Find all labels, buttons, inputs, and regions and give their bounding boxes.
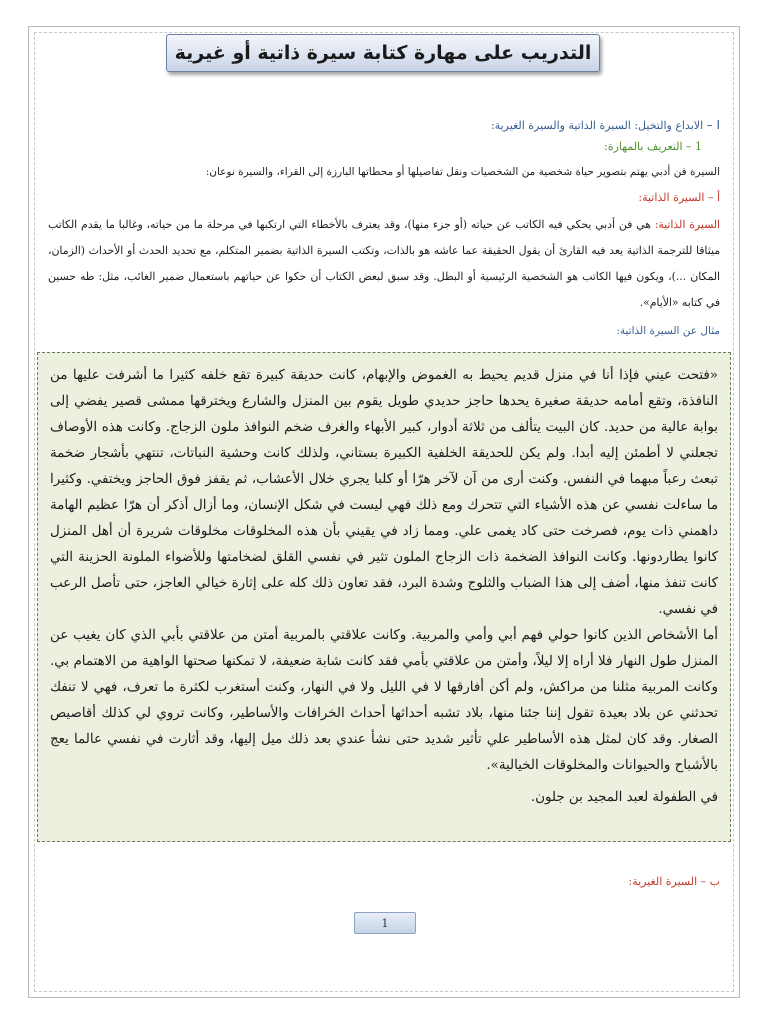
example-paragraph-2: أما الأشخاص الذين كانوا حولي فهم أبي وأمي والمربية. وكانت علاقتي بالمربية أمتن من علاقتي بأبي الذي كان يغيب عن المنزل طول النهار فلا أراه إلا ليلاً، وأمتن من علاقتي بأمي فقد كانت شابة ضعيفة، لا تمكنها صحتها الواهية من الاهتمام بي. وكانت المربية مثلنا من مراكش، ولم أكن أفارقها لا في الليل ولا في النهار، وكنت أستغرب لكثرة ما تعرف، فهي لا تنفك تحدثني عن بلاد بعيدة تقول إننا جئنا منها، بلاد تشبه أحداثها أحداث الخرافات والأساطير، وكانت تروي لي كذلك أقاصيص الصغار. وقد كان لمثل هذه الأساطير علي تأثير شديد حتى نشأ عندي بعد ذلك ميل إليها، وقد أثارت في نفسي عالما يعج بالأشباح والحيوانات والمخلوقات الخيالية». (50, 628, 718, 773)
example-box (37, 352, 731, 842)
example-paragraph-1: «فتحت عيني فإذا أنا في منزل قديم يحيط به الغموض والإبهام، كانت حديقة كبيرة تقع خلفه كثيرا ما أشرفت عليها من النافذة، وتقع أمامه حديقة صغيرة يحدها حاجز حديدي طويل يقوم بين المنزل والشارع ويخترقها ممشى قصير يفضي إلى بوابة عالية من حديد. كان البيت يتألف من ثلاثة أدوار، كبير الأبهاء والغرف ضخم النوافذ ملون الزجاج. وكانت هذه الأوصاف تجعلني لا أطمئن إليه أبدا. ولم يكن للحديقة الخلفية الكبيرة بستاني، ولذلك كانت وحشية النباتات، تنتهي بأشجار ضخمة تبعث رعباً مبهما في النفس. وكنت أرى من آن لآخر هرّا أو كلبا يجري خلال الأعشاب، ثم يقفز فوق الحاجز ويختفي. وكثيرا ما ساءلت نفسي عن هذه الأشياء التي تتحرك ومع ذلك فهي ليست في شكل الإنسان، وما أزال أذكر أن هرّا عظيم الهامة داهمني ذات يوم، فصرخت حتى كاد يغمى علي. ومما زاد في يقيني بأن هذه المخلوقات مخلوقات شريرة أن أهل المنزل كانوا يطاردونها. وكانت النوافذ الضخمة ذات الزجاج الملون تثير في نفسي القلق لضخامتها وللأضواء الملونة الحزينة التي كانت تنفذ منها، أضف إلى هذا الضباب والثلوج وشدة البرد، فقد تعاون ذلك كله على إثارة خيالي العاجز، حتى تأصل الرعب في نفسي. (50, 368, 718, 617)
section-heading (491, 118, 720, 132)
autobiography-text: هي فن أدبي يحكي فيه الكاتب عن حياته (أو جزء منها)، وقد يعترف بالأخطاء التي ارتكبها في مرحلة ما من حياته، وغالبا ما يقدم الكاتب ميثاقا للترجمة الذاتية يعد فيه القارئ أن يقول الحقيقة عما عاشه هو بالذات، وتكتب السيرة الذاتية بضمير المتكلم، مع تحديد الحدث أو الأحداث (الزمان، المكان ...)، ويكون فيها الكاتب هو الشخصية الرئيسية أو البطل. وقد سبق لبعض الكتاب أن حكوا عن حياتهم باستعمال ضمير الغائب، مثل: طه حسين في كتابه «الأيام». (48, 218, 720, 309)
autobiography-term: السيرة الذاتية: (654, 218, 721, 231)
section-number: I – (706, 118, 720, 132)
definition-text: السيرة فن أدبي يهتم بتصوير حياة شخصية من الشخصيات ونقل تفاصيلها أو محطاتها البارزة إلى القراء، والسيرة نوعان: (205, 166, 720, 178)
page-title-box (166, 34, 600, 72)
part-a-heading: أ – السيرة الذاتية: (638, 191, 720, 204)
subsection-heading: 1 – التعريف بالمهارة: (604, 140, 702, 153)
page-number: 1 (354, 912, 416, 934)
autobiography-definition (48, 212, 720, 316)
example-source: في الطفولة لعبد المجيد بن جلون. (530, 790, 718, 805)
example-heading: مثال عن السيرة الذاتية: (616, 325, 720, 337)
section-label: الابداع والتخيل: السيرة الذاتية والسيرة الغيرية: (491, 119, 704, 132)
part-b-heading: ب – السيرة الغيرية: (628, 875, 720, 888)
page-title: التدريب على مهارة كتابة سيرة ذاتية أو غيرية (174, 42, 592, 64)
